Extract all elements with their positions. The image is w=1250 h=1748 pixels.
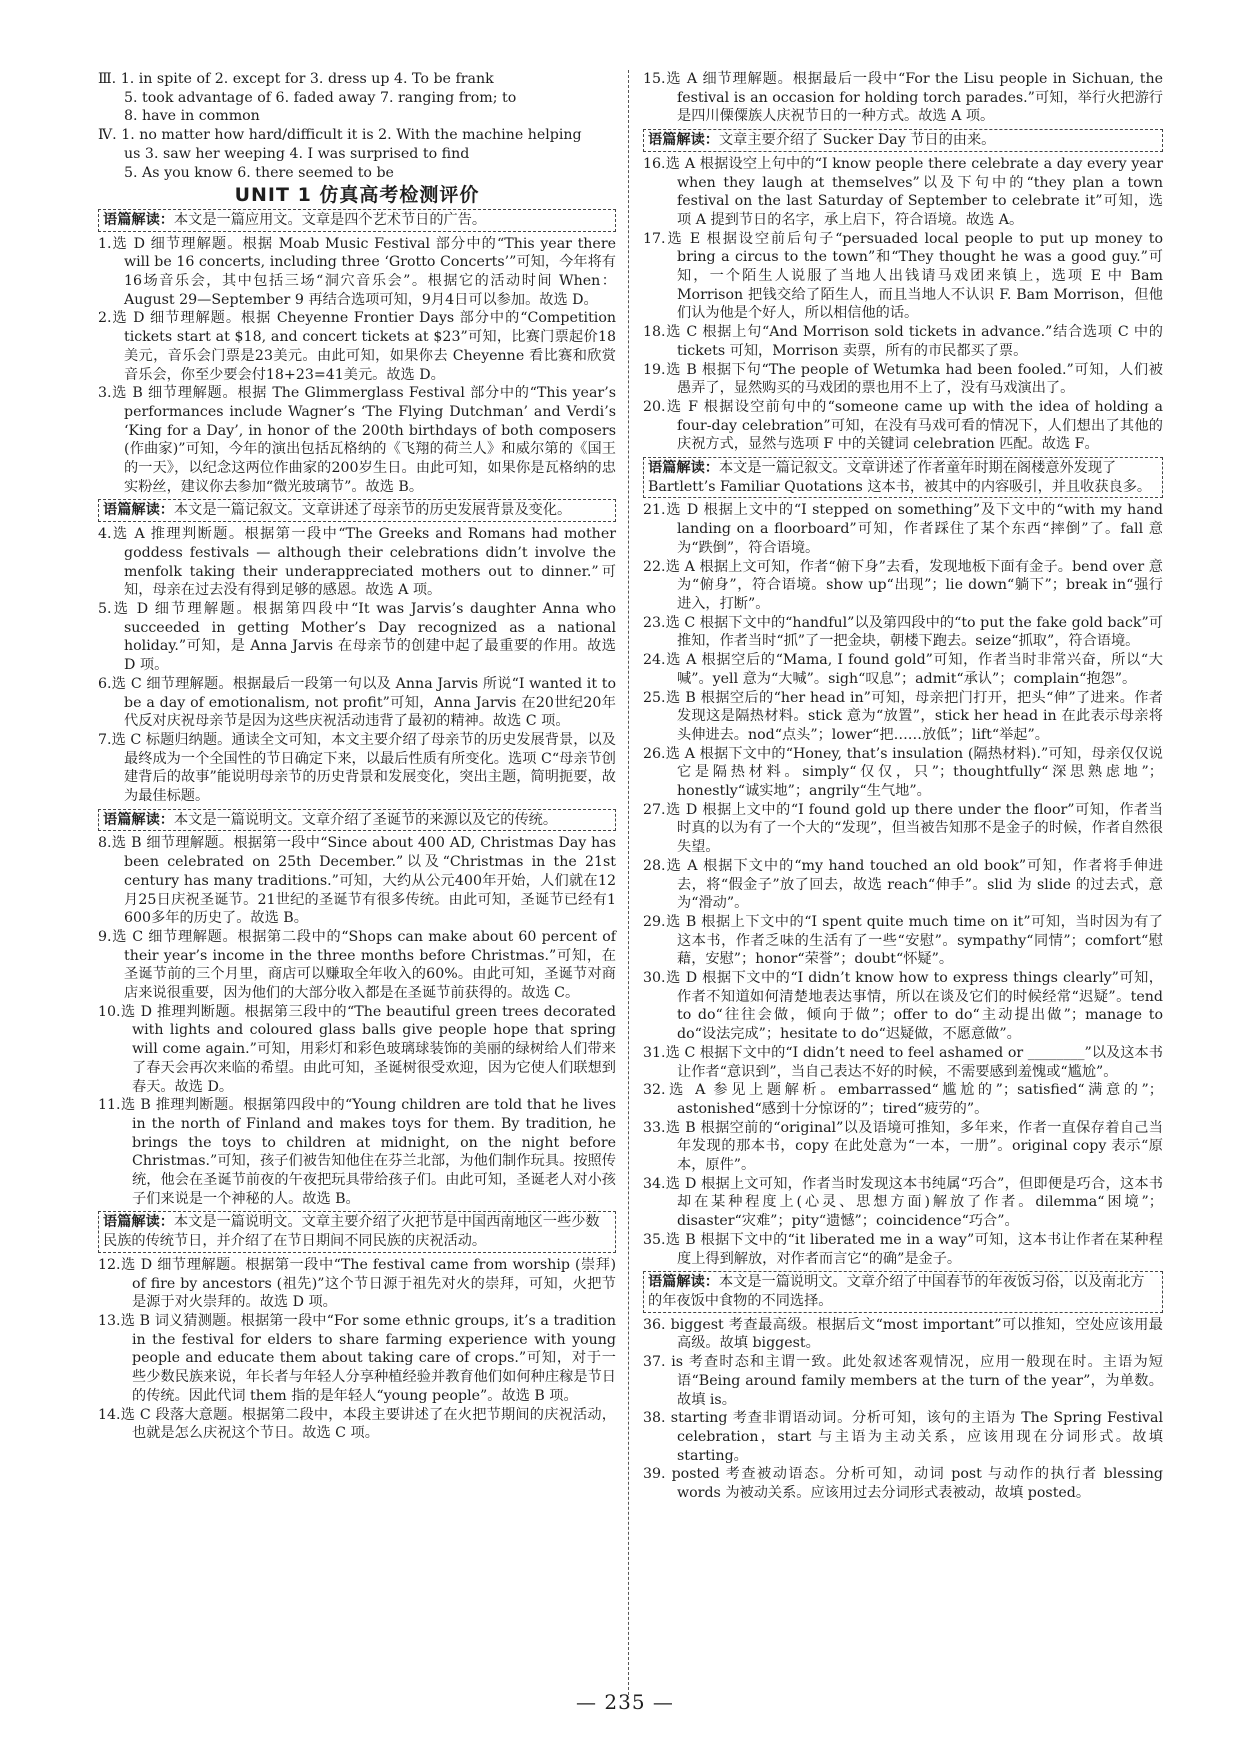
answer-item: 15.选 A 细节理解题。根据最后一段中“For the Lisu people in Sichuan, the festival is an occasion for holding torch parades.”可知，举行火把游行是四川傈僳族人庆祝节日的一种方式。故选 A 项。 [643,71,1163,125]
passage-note-box: 语篇解读：文章主要介绍了 Sucker Day 节日的由来。 [643,129,1163,152]
answer-item: 17.选 E 根据设空前后句子“persuaded local people to put up money to bring a circus to the town”和“They thought he was a good guy.”可知，一个陌生人说服了当地人出钱请马戏团来镇上，选项 E 中 Bam Morrison 把钱交给了陌生人，而且当地人不认识 F. Bam Morrison，但他们认为他是个好人，所以相信他的话。 [643,230,1163,322]
answer-item: 33.选 B 根据空前的“original”以及语境可推知，多年来，作者一直保存着自己当年发现的那本书，copy 在此处意为“一本，一册”。original copy 表示“原本，原件”。 [643,1119,1163,1174]
note-label: 语篇解读： [103,811,174,828]
answer-item: 4.选 A 推理判断题。根据第一段中“The Greeks and Romans had mother goddess festivals — although their celebrations didn’t involve the menfolk taking their underappreciated mothers out to dinner.”可知，母亲在过去没有得到足够的感恩。故选 A 项。 [98,526,616,599]
answer-item: 32.选 A 参见上题解析。embarrassed“尴尬的”；satisfied“满意的”；astonished“感到十分惊讶的”；tired“疲劳的”。 [643,1082,1163,1117]
passage-note-box: 语篇解读：本文是一篇记叙文。文章讲述了作者童年时期在阁楼意外发现了 Bartlett’s Familiar Quotations 这本书，被其中的内容吸引，并且收获良多。 [643,457,1163,498]
note-label: 语篇解读： [648,1274,719,1291]
section3-line-1: Ⅲ. 1. in spite of 2. except for 3. dress up 4. To be frank [98,71,494,87]
section4-line-2: us 3. saw her weeping 4. I was surprised to find [124,145,470,162]
section4-line-1: Ⅳ. 1. no matter how hard/difficult it is 2. With the machine helping [98,127,582,144]
answer-item: 37. is 考查时态和主谓一致。此处叙述客观情况，应用一般现在时。主语为短语“Being around family members at the turn of the year”，为单数。故填 is。 [643,1354,1163,1408]
answer-item: 34.选 D 根据上文可知，作者当时发现这本书纯属“巧合”，但即便是巧合，这本书却在某种程度上(心灵、思想方面)解放了作者。dilemma“困境”；disaster“灾难”；pity“遗憾”；coincidence“巧合”。 [643,1175,1163,1230]
note-label: 语篇解读： [648,460,719,477]
section3-line-3: 8. have in common [124,108,260,125]
answer-item: 10.选 D 推理判断题。根据第三段中的“The beautiful green trees decorated with lights and coloured glass balls give people hope that spring will come again.”可知，用彩灯和彩色玻璃球装饰的美丽的绿树给人们带来了春天会再次来临的希望。由此可知，圣诞树很受欢迎，因为它使人们联想到春天。故选 D。 [98,1003,616,1095]
answer-item: 35.选 B 根据下文中的“it liberated me in a way”可知，这本书让作者在某种程度上得到解放，对作者而言它“的确”是金子。 [643,1231,1163,1267]
answer-section-3 [98,70,616,126]
unit-title: UNIT 1 仿真高考检测评价 [234,184,480,207]
answer-item: 23.选 C 根据下文中的“handful”以及第四段中的“to put the fake gold back”可推知，作者当时“抓”了一把金块，朝楼下跑去。seize“抓取”，符合语境。 [643,614,1163,650]
answer-item: 18.选 C 根据上句“And Morrison sold tickets in advance.”结合选项 C 中的 tickets 可知，Morrison 卖票，所有的市民都买了票。 [643,324,1163,359]
answer-item: 1.选 D 细节理解题。根据 Moab Music Festival 部分中的“This year there will be 16 concerts, including three ‘Grotto Concerts’”可知，今年将有16场音乐会，其中包括三场“洞穴音乐会”。根据它的活动时间 When：August 29—September 9 再结合选项可知，9月4日可以参加。故选 D。 [98,235,616,308]
section3-line-2: 5. took advantage of 6. faded away 7. ranging from; to [124,89,517,106]
answer-item: 2.选 D 细节理解题。根据 Cheyenne Frontier Days 部分中的“Competition tickets start at $18, and concert tickets at $23”可知，比赛门票起价18美元，音乐会门票是23美元。由此可知，如果你去 Cheyenne 看比赛和欣赏音乐会，你至少要会付18+23=41美元。故选 D。 [98,310,616,383]
answer-item: 19.选 B 根据下句“The people of Wetumka had been fooled.”可知，人们被愚弄了，显然购买的马戏团的票也用不上了，没有马戏演出了。 [643,361,1163,397]
answer-item: 20.选 F 根据设空前句中的“someone came up with the idea of holding a four-day celebration”可知，在没有马戏可看的情况下，人们想出了其他的庆祝方式，显然与选项 F 中的关键词 celebration 匹配。故选 F。 [643,398,1163,453]
note-label: 语篇解读： [103,502,174,519]
answer-item: 16.选 A 根据设空上句中的“I know people there celebrate a day every year when they laugh at themselves”以及下句中的“they plan a town festival on the last Saturday of September to celebrate it”可知，选项 A 提到节日的名字，承上启下，符合语境。故选 A。 [643,155,1163,228]
left-column [98,70,616,1443]
column-divider [628,70,629,1695]
answer-item: 26.选 A 根据下文中的“Honey, that’s insulation (隔热材料).”可知，母亲仅仅说它是隔热材料。simply“仅仅，只”；thoughtfully“深思熟虑地”；honestly“诚实地”；angrily“生气地”。 [643,745,1163,800]
passage-note-box: 语篇解读：本文是一篇说明文。文章介绍了圣诞节的来源以及它的传统。 [98,809,616,832]
answer-item: 5.选 D 细节理解题。根据第四段中“It was Jarvis’s daughter Anna who succeeded in getting Mother’s Day recognized as a national holiday.”可知，是 Anna Jarvis 在母亲节的创建中起了最重要的作用。故选 D 项。 [98,600,616,674]
answer-item: 36. biggest 考查最高级。根据后文“most important”可以推知，空处应该用最高级。故填 biggest。 [643,1316,1163,1352]
answer-section-4 [98,126,616,182]
answer-item: 13.选 B 词义猜测题。根据第一段中“For some ethnic groups, it’s a tradition in the festival for elders to share farming experience with young people and educate them about taking care of crops.”可知，对于一些少数民族来说，年长者与年轻人分享种植经验并教育他们如何种庄稼是节日的传统。因此代词 them 指的是年轻人“young people”。故选 B 项。 [98,1313,616,1404]
answer-item: 9.选 C 细节理解题。根据第二段中的“Shops can make about 60 percent of their year’s income in the three months before Christmas.”可知，在圣诞节前的三个月里，商店可以赚取全年收入的60%。由此可知，圣诞节对商店来说很重要，因为他们的大部分收入都是在圣诞节前获得的。故选 C。 [98,928,616,1002]
passage-note-box: 语篇解读：本文是一篇说明文。文章主要介绍了火把节是中国西南地区一些少数民族的传统节日，并介绍了在节日期间不同民族的庆祝活动。 [98,1211,616,1252]
answer-item: 8.选 B 细节理解题。根据第一段中“Since about 400 AD, Christmas Day has been celebrated on 25th December.”以及“Christmas in the 21st century has many traditions.”可知，大约从公元400年开始，人们就在12月25日庆祝圣诞节。21世纪的圣诞节有很多传统。由此可知，圣诞节已经有1 600多年的历史了。故选 B。 [98,835,616,927]
passage-note-box: 语篇解读：本文是一篇记叙文。文章讲述了母亲节的历史发展背景及变化。 [98,499,616,522]
answer-item: 27.选 D 根据上文中的“I found gold up there under the floor”可知，作者当时真的以为有了一个大的“发现”，但当被告知那不是金子的时候，作者自然很失望。 [643,801,1163,856]
answer-item: 6.选 C 细节理解题。根据最后一段第一句以及 Anna Jarvis 所说“I wanted it to be a day of emotionalism, not profit”可知，Anna Jarvis 在20世纪20年代反对庆祝母亲节是因为这些庆祝活动违背了最初的精神。故选 C 项。 [98,675,616,730]
note-label: 语篇解读： [103,211,174,228]
passage-note-box: 语篇解读：本文是一篇说明文。文章介绍了中国春节的年夜饭习俗，以及南北方的年夜饭中食物的不同选择。 [643,1271,1163,1312]
answer-item: 28.选 A 根据下文中的“my hand touched an old book”可知，作者将手伸进去，将“假金子”放了回去，故选 reach“伸手”。slid 为 slide 的过去式，意为“滑动”。 [643,857,1163,912]
answer-item: 39. posted 考查被动语态。分析可知，动词 post 与动作的执行者 blessing words 为被动关系。应该用过去分词形式表被动，故填 posted。 [643,1466,1163,1502]
answer-item: 21.选 D 根据上文中的“I stepped on something”及下文中的“with my hand landing on a floorboard”可知，作者踩住了某个东西“摔倒”了。fall 意为“跌倒”，符合语境。 [643,502,1164,556]
answer-item: 14.选 C 段落大意题。根据第二段中，本段主要讲述了在火把节期间的庆祝活动，也就是怎么庆祝这个节日。故选 C 项。 [98,1406,616,1442]
answer-item: 25.选 B 根据空后的“her head in”可知，母亲把门打开，把头“伸”了进来。作者发现这是隔热材料。stick 意为“放置”，stick her head in 在此表示母亲将头伸进去。nod“点头”；lower“把……放低”；lift“举起”。 [643,689,1163,743]
right-column [643,70,1163,1503]
answer-item: 29.选 B 根据上下文中的“I spent quite much time on it”可知，当时因为有了这本书，作者乏味的生活有了一些“安慰”。sympathy“同情”；comfort“慰藉，安慰”；honor“荣誉”；doubt“怀疑”。 [643,913,1163,968]
answer-item: 22.选 A 根据上文可知，作者“俯下身”去看，发现地板下面有金子。bend over 意为“俯身”，符合语境。show up“出现”；lie down“躺下”；break in“强行进入，打断”。 [643,558,1163,612]
answer-item: 31.选 C 根据下文中的“I didn’t need to feel ashamed or ________”以及这本书让作者“意识到”，当自己表达不好的时候，不需要感到羞愧或“尴尬”。 [643,1044,1163,1080]
answer-item: 24.选 A 根据空后的“Mama, I found gold”可知，作者当时非常兴奋，所以“大喊”。yell 意为“大喊”。sigh“叹息”；admit“承认”；complain“抱怨”。 [643,652,1163,687]
note-label: 语篇解读： [648,132,719,149]
page-number: — 235 — [576,1690,674,1714]
answer-item: 12.选 D 细节理解题。根据第一段中“The festival came from worship (崇拜) of fire by ancestors (祖先)”这个节日源于祖先对火的崇拜，可知，火把节是源于对火崇拜的。故选 D 项。 [98,1256,616,1311]
note-label: 语篇解读： [103,1214,174,1231]
answer-item: 3.选 B 细节理解题。根据 The Glimmerglass Festival 部分中的“This year’s performances include Wagner’s ‘The Flying Dutchman’ and Verdi’s ‘King for a Day’, in honor of the 200th birthdays of both composers (作曲家)”可知，今年的演出包括瓦格纳的《飞翔的荷兰人》和威尔第的《国王的一天》，以纪念这两位作曲家的200岁生日。由此可知，如果你是瓦格纳的忠实粉丝，建议你去参加“微光玻璃节”。故选 B。 [98,385,616,495]
answer-item: 11.选 B 推理判断题。根据第四段中的“Young children are told that he lives in the north of Finland and makes toys for them. By tradition, he brings the toys to children at midnight, on the night before Christmas.”可知，孩子们被告知他住在芬兰北部，为他们制作玩具。按照传统，他会在圣诞节前夜的午夜把玩具带给孩子们。由此可知，圣诞老人对小孩子们来说是一个神秘的人。故选 B。 [98,1097,616,1207]
section4-line-3: 5. As you know 6. there seemed to be [124,164,394,181]
answer-item: 30.选 D 根据下文中的“I didn’t know how to express things clearly”可知，作者不知道如何清楚地表达事情，所以在谈及它们的时候经常“迟疑”。tend to do“往往会做，倾向于做”；offer to do“主动提出做”；manage to do“设法完成”；hesitate to do“迟疑做，不愿意做”。 [643,970,1163,1043]
answer-item: 38. starting 考查非谓语动词。分析可知，该句的主语为 The Spring Festival celebration，start 与主语为主动关系，应该用现在分词形式。故填 starting。 [643,1410,1163,1464]
passage-note-box: 语篇解读：本文是一篇应用文。文章是四个艺术节日的广告。 [98,209,616,232]
answer-item: 7.选 C 标题归纳题。通读全文可知，本文主要介绍了母亲节的历史发展背景，以及最终成为一个全国性的节日确定下来，以最后性质有所变化。选项 C“母亲节创建背后的故事”能说明母亲节的历史背景和发展变化，突出主题，简明扼要，故为最佳标题。 [98,731,616,805]
